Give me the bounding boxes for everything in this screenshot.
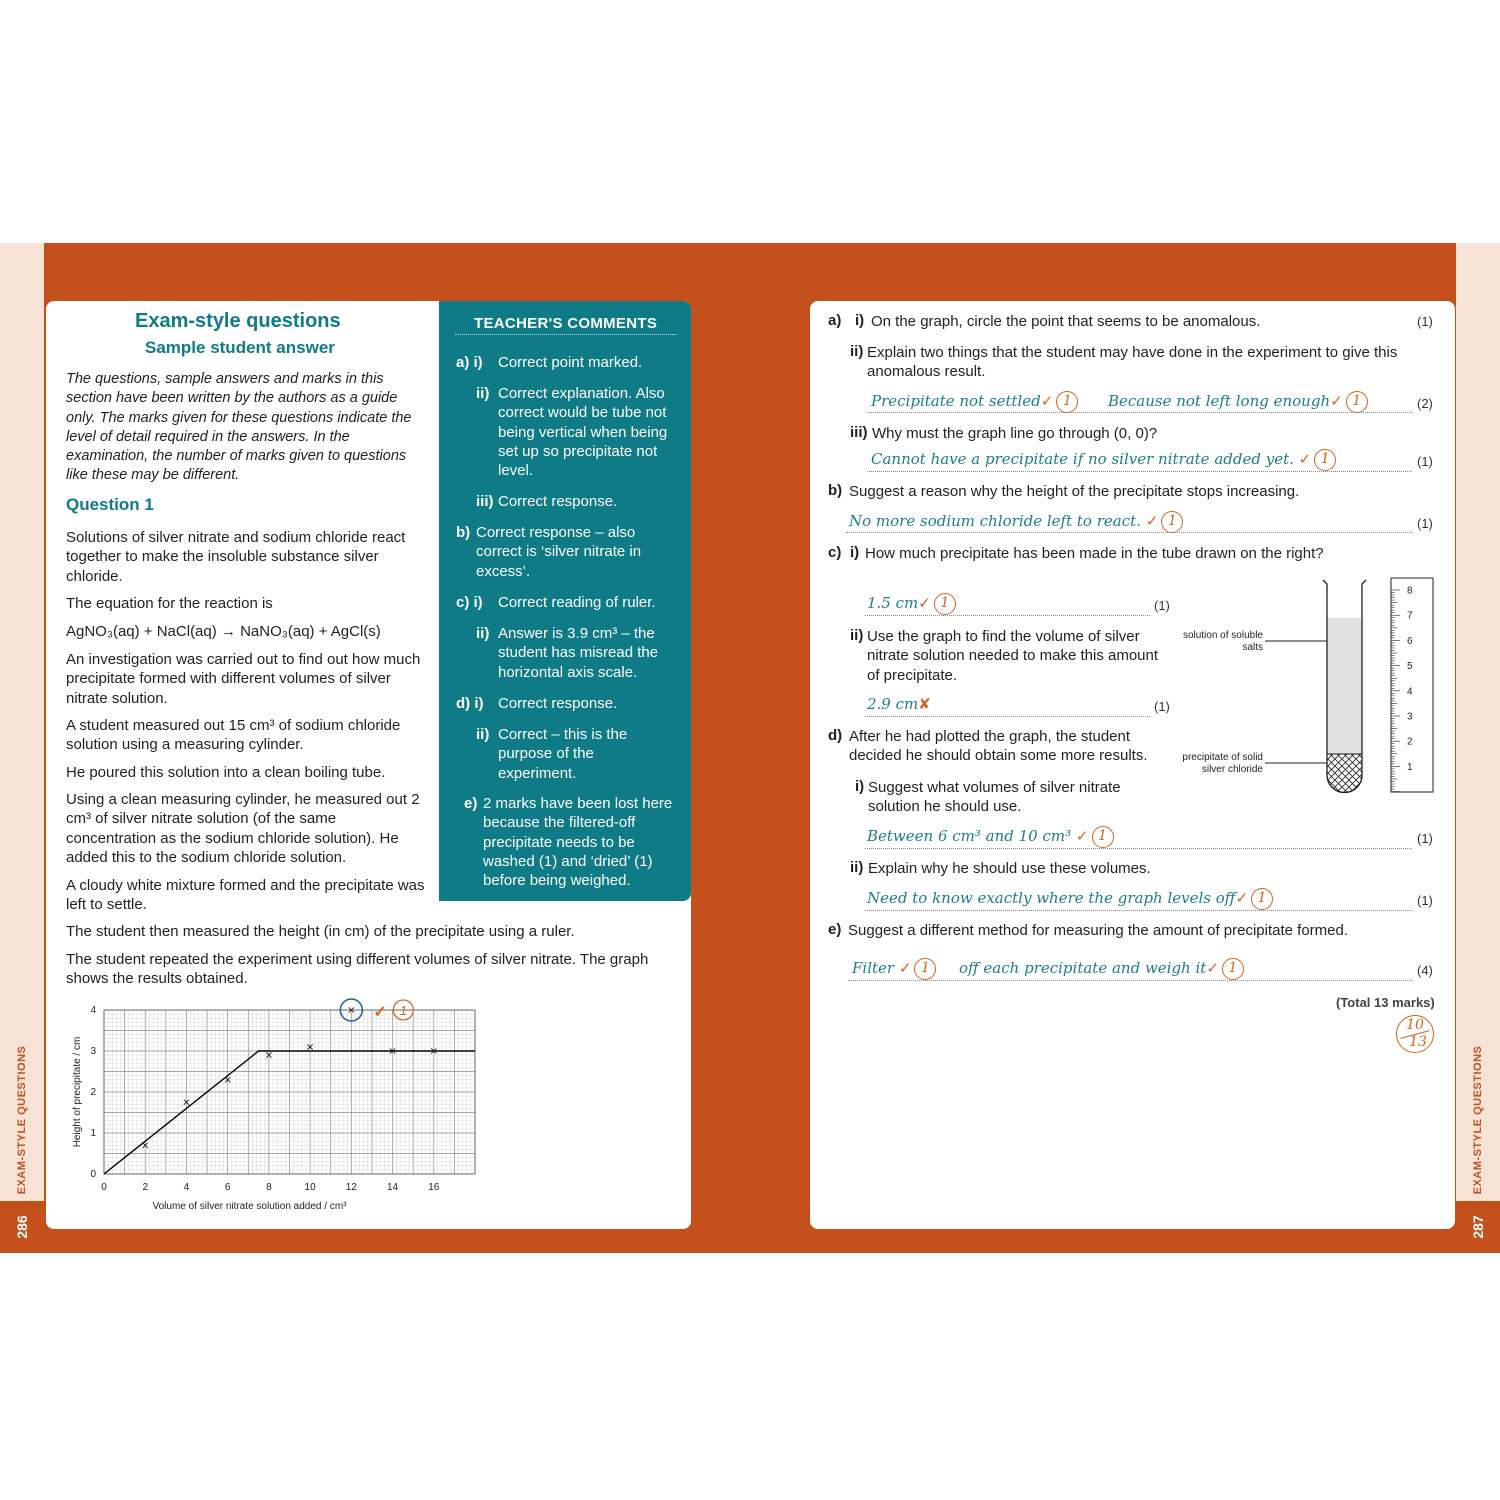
paragraph-4: A student measured out 15 cm³ of sodium chloride solution using a measuring cylinder.: [66, 717, 401, 754]
q-c-ii-text: Use the graph to find the volume of silver nitrate solution needed to make this amount of precipitate.: [867, 628, 1159, 684]
tc-c-i-label: c) i): [456, 594, 483, 611]
paragraph-6: Using a clean measuring cylinder, he measured out 2 cm³ of silver nitrate solution (of the same concentration as the sodium chloride solution). He added this to the sodium chloride solution.: [66, 791, 420, 866]
answer-line: [865, 716, 1150, 717]
x-tick-label: 6: [224, 1182, 231, 1193]
tc-d-i: Correct response.: [498, 695, 618, 712]
teacher-comments-panel: [439, 301, 691, 901]
tc-d-ii-label: ii): [476, 726, 490, 743]
left-section-label: EXAM-STYLE QUESTIONS: [16, 1045, 28, 1195]
answer-a-ii-1: Precipitate not settled✓ 1: [871, 391, 1078, 413]
answer-e-2: off each precipitate and weigh it✓ 1: [959, 958, 1244, 980]
paragraph-3: An investigation was carried out to find out how much precipitate formed with different volumes of silver nitrate solution.: [66, 651, 421, 707]
ruler-number: 8: [1407, 585, 1413, 597]
right-section-label: EXAM-STYLE QUESTIONS: [1472, 1045, 1484, 1195]
paragraph-5: He poured this solution into a clean boiling tube.: [66, 764, 386, 781]
intro-text: The questions, sample answers and marks in this section have been written by the authors as a guide only. The marks given for these questions indicate the level of detail required in the answers. In the examination, the number of marks given to questions like these may be different.: [66, 371, 412, 484]
x-axis-label: Volume of silver nitrate solution added / cm³: [152, 1201, 347, 1212]
q-a-i-label: i): [855, 312, 865, 329]
x-tick-label: 16: [428, 1182, 440, 1193]
q-d-ii-label: ii): [850, 859, 864, 876]
page-subtitle: Sample student answer: [145, 338, 335, 357]
tc-a-i-label: a) i): [456, 354, 483, 371]
q-e-marks: (4): [1417, 963, 1433, 978]
x-tick-label: 4: [183, 1182, 190, 1193]
q-d-text: After he had plotted the graph, the student decided he should obtain some more results.: [849, 728, 1148, 765]
ruler-number: 4: [1407, 686, 1413, 698]
tc-b: Correct response – also correct is ‘silver nitrate in excess’.: [476, 524, 642, 580]
answer-a-iii: Cannot have a precipitate if no silver nitrate added yet. ✓ 1: [871, 449, 1336, 471]
paragraph-9: The student repeated the experiment using different volumes of silver nitrate. The graph shows the results obtained.: [66, 951, 649, 988]
graph-mark-value: 1: [399, 1003, 407, 1018]
x-tick-label: 12: [345, 1182, 357, 1193]
ruler-number: 3: [1407, 711, 1413, 723]
q-e-label: e): [828, 921, 842, 938]
score-numerator: 10: [1406, 1017, 1424, 1033]
q-a-i-text: On the graph, circle the point that seems to be anomalous.: [871, 313, 1261, 330]
tc-a-iii: Correct response.: [498, 493, 618, 510]
y-tick-label: 0: [90, 1169, 96, 1180]
y-tick-label: 4: [90, 1005, 96, 1016]
q-a-i-marks: (1): [1417, 314, 1433, 329]
tc-a-i: Correct point marked.: [498, 354, 643, 371]
tc-c-ii: Answer is 3.9 cm³ – the student has misread the horizontal axis scale.: [498, 625, 659, 681]
q-b-marks: (1): [1417, 516, 1433, 531]
tube-label-top: solution of soluble salts: [1182, 630, 1263, 653]
x-tick-label: 8: [266, 1182, 272, 1193]
precipitate-graph: [60, 995, 490, 1220]
paragraph-1: Solutions of silver nitrate and sodium chloride react together to make the insoluble substance silver chloride.: [66, 529, 406, 585]
tube-solution: [1327, 618, 1362, 755]
q-b-label: b): [828, 482, 843, 499]
tc-d-ii: Correct – this is the purpose of the experiment.: [498, 726, 628, 782]
answer-d-i: Between 6 cm³ and 10 cm³ ✓ 1: [867, 826, 1114, 848]
q-a-ii-text: Explain two things that the student may have done in the experiment to give this anomalous result.: [867, 344, 1398, 381]
ruler-number: 1: [1407, 761, 1413, 773]
q-d-label: d): [828, 727, 843, 744]
paragraph-7: A cloudy white mixture formed and the precipitate was left to settle.: [66, 877, 425, 914]
answer-c-ii: 2.9 cm✘: [867, 695, 931, 713]
q-a-iii-text: Why must the graph line go through (0, 0)?: [872, 425, 1158, 442]
paragraph-2: The equation for the reaction is: [66, 595, 273, 612]
tc-e-label: e): [464, 795, 478, 812]
tube-label-bottom: precipitate of solid silver chloride: [1182, 752, 1263, 775]
x-tick-label: 0: [101, 1182, 107, 1193]
q-c-ii-label: ii): [850, 627, 864, 644]
ruler-number: 2: [1407, 736, 1413, 748]
answer-line: [865, 848, 1412, 849]
q-a-iii-marks: (1): [1417, 454, 1433, 469]
tc-c-i: Correct reading of ruler.: [498, 594, 656, 611]
total-marks: (Total 13 marks): [1336, 995, 1435, 1010]
heading-divider: [455, 334, 677, 335]
right-page-number: 287: [1470, 1215, 1486, 1239]
ruler-number: 7: [1407, 610, 1413, 622]
tc-b-label: b): [456, 524, 471, 541]
q-c-label: c): [828, 544, 842, 561]
chart-grid: [104, 1010, 475, 1174]
q-c-i-label: i): [850, 544, 860, 561]
y-tick-label: 1: [90, 1128, 96, 1139]
q-c-ii-marks: (1): [1154, 699, 1170, 714]
answer-line: [867, 471, 1412, 472]
q-d-i-marks: (1): [1417, 831, 1433, 846]
right-page-number-tab: [1456, 1201, 1500, 1253]
tc-a-ii-label: ii): [476, 385, 490, 402]
q-b-text: Suggest a reason why the height of the precipitate stops increasing.: [849, 483, 1300, 500]
q-a-iii-label: iii): [850, 424, 868, 441]
y-axis-label: Height of precipitate / cm: [72, 1036, 83, 1148]
tc-c-ii-label: ii): [476, 625, 490, 642]
tc-e: 2 marks have been lost here because the filtered-off precipitate needs to be washed (1) and ‘dried’ (1) before being weighed.: [483, 795, 673, 890]
answer-e-1: Filter ✓ 1: [852, 958, 936, 980]
page-title: Exam-style questions: [135, 310, 341, 332]
answer-a-ii-2: Because not left long enough✓ 1: [1108, 391, 1368, 413]
q-a-label: a): [828, 312, 842, 329]
y-tick-label: 3: [90, 1046, 96, 1057]
q-d-i-text: Suggest what volumes of silver nitrate solution he should use.: [868, 779, 1121, 816]
q-c-i-marks: (1): [1154, 598, 1170, 613]
q-a-ii-label: ii): [850, 343, 864, 360]
left-page-number: 286: [14, 1215, 30, 1239]
answer-c-i: 1.5 cm✓ 1: [867, 593, 956, 615]
boiling-tube-diagram: [1265, 570, 1445, 800]
x-tick-label: 14: [386, 1182, 399, 1193]
x-tick-label: 10: [304, 1182, 316, 1193]
answer-line: [848, 980, 1412, 981]
y-tick-label: 2: [90, 1087, 96, 1098]
tc-d-i-label: d) i): [456, 695, 484, 712]
q-c-i-text: How much precipitate has been made in the tube drawn on the right?: [865, 545, 1324, 562]
reaction-equation: AgNO₃(aq) + NaCl(aq) → NaNO₃(aq) + AgCl(s): [66, 623, 381, 640]
ruler-number: 5: [1407, 661, 1413, 673]
score-denominator: 13: [1409, 1034, 1427, 1050]
paragraph-8: The student then measured the height (in cm) of the precipitate using a ruler.: [66, 923, 575, 940]
score-circle: [1396, 1015, 1434, 1053]
q-d-ii-marks: (1): [1417, 893, 1433, 908]
answer-b: No more sodium chloride left to react. ✓ 1: [849, 511, 1183, 533]
ruler-number: 6: [1407, 635, 1413, 647]
answer-line: [846, 532, 1412, 533]
q-e-text: Suggest a different method for measuring the amount of precipitate formed.: [848, 922, 1349, 939]
teacher-comments-heading: TEACHER'S COMMENTS: [474, 315, 658, 332]
tc-a-ii: Correct explanation. Also correct would be tube not being vertical when being set up so precipitate not level.: [498, 385, 668, 480]
q-d-i-label: i): [855, 778, 865, 795]
answer-d-ii: Need to know exactly where the graph levels off✓ 1: [867, 888, 1273, 910]
graph-tick-mark: ✓: [373, 1004, 387, 1021]
q-a-ii-marks: (2): [1417, 396, 1433, 411]
question-heading: Question 1: [66, 495, 154, 514]
left-page-number-tab: [0, 1201, 44, 1253]
answer-line: [867, 412, 1412, 413]
q-d-ii-text: Explain why he should use these volumes.: [868, 860, 1151, 877]
x-tick-label: 2: [142, 1182, 149, 1193]
tc-a-iii-label: iii): [476, 493, 494, 510]
answer-line: [865, 910, 1412, 911]
answer-line: [865, 615, 1150, 616]
